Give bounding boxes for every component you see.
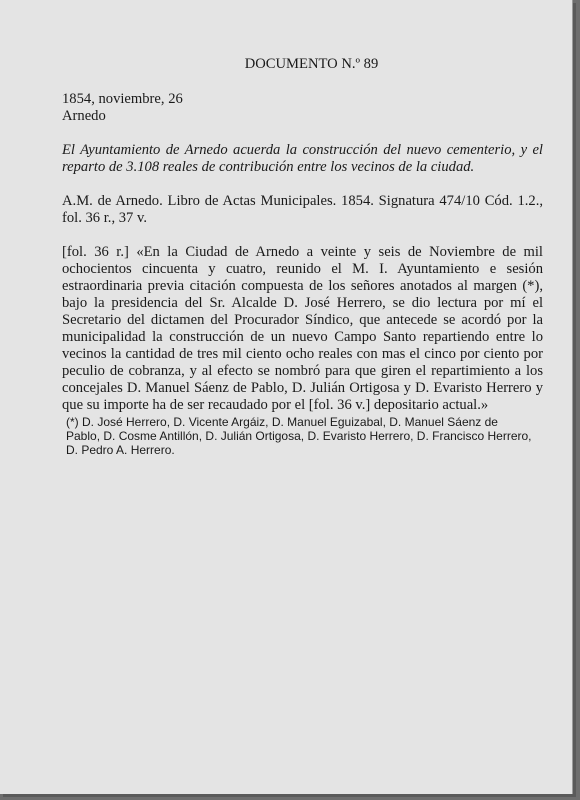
document-source-reference: A.M. de Arnedo. Libro de Actas Municipales. 1854. Signatura 474/10 Cód. 1.2., fol. 36 r., 37 v. xyxy=(62,193,543,226)
document-heading: DOCUMENTO N.º 89 xyxy=(244,56,379,72)
document-transcription: [fol. 36 r.] «En la Ciudad de Arnedo a veinte y seis de Noviembre de mil ochocientos cincuenta y cuatro, reunido el M. I. Ayuntamiento e sesión estraordinaria previa citación compuesta de los señores anotados al margen (*), bajo la presidencia del Sr. Alcalde D. José Herrero, se dio lectura por mí el Secretario del dictamen del Procurador Síndico, que antecede se acordó por la municipalidad la construcción de un nuevo Campo Santo repartiendo entre lo vecinos la cantidad de tres mil ciento ocho reales con mas el cinco por ciento por peculio de cobranza, y al efecto se nombró para que giren el repartimiento a los concejales D. Manuel Sáenz de Pablo, D. Julián Ortigosa y D. Evaristo Herrero y que su importe ha de ser recaudado por el [fol. 36 v.] depositario actual.» xyxy=(62,244,543,413)
document-summary: El Ayuntamiento de Arnedo acuerda la construcción del nuevo cementerio, y el reparto de 3.108 reales de contribución entre los vecinos de la ciudad. xyxy=(62,142,543,175)
document-content xyxy=(62,56,543,457)
document-date: 1854, noviembre, 26 xyxy=(62,91,183,107)
document-place: Arnedo xyxy=(62,108,106,124)
document-footnote: (*) D. José Herrero, D. Vicente Argáiz, D. Manuel Eguizabal, D. Manuel Sáenz de Pablo, D. Cosme Antillón, D. Julián Ortigosa, D. Evaristo Herrero, D. Francisco Herrero, D. Pedro A. Herrero. xyxy=(66,415,532,457)
